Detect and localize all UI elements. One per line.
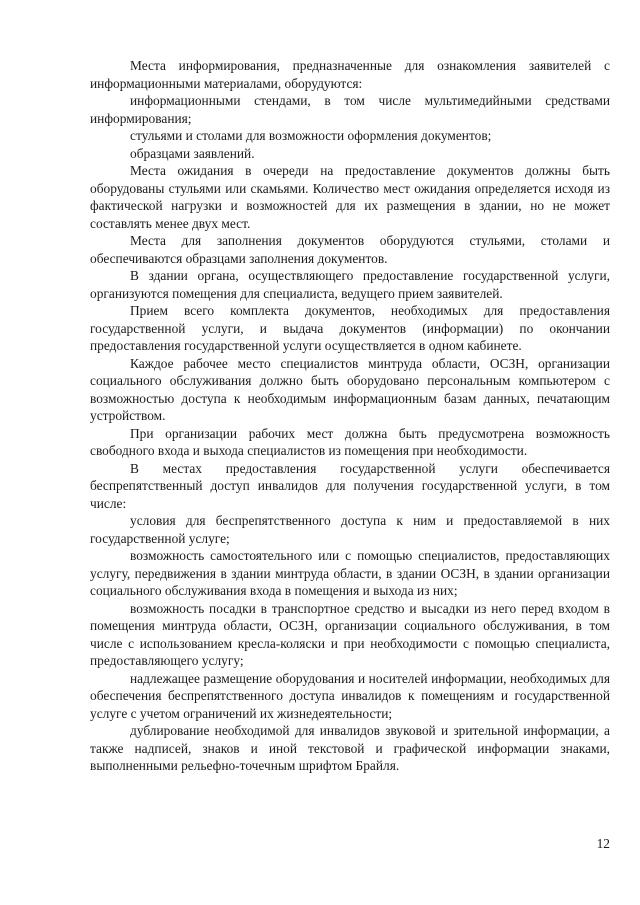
paragraph: возможность посадки в транспортное средство и высадки из него перед входом в помещения минтруда области, ОСЗН, организации социального обслуживания, в том числе с использованием кресла-коляски и при необходимости с помощью специалиста, предоставляющего услугу; — [90, 600, 610, 668]
page-number: 12 — [596, 836, 610, 851]
paragraph: информационными стендами, в том числе мультимедийными средствами информирования; — [90, 93, 610, 126]
paragraph: дублирование необходимой для инвалидов звуковой и зрительной информации, а также надписей, знаков и иной текстовой и графической информации знаками, выполненными рельефно-точечным шрифтом Брайля. — [90, 723, 610, 773]
paragraph: возможность самостоятельного или с помощью специалистов, предоставляющих услугу, передвижения в здании минтруда области, в здании ОСЗН, в здании организации социального обслуживания входа в помещения и выхода из них; — [90, 548, 610, 598]
paragraph: образцами заявлений. — [130, 145, 255, 161]
paragraph: Места для заполнения документов оборудуются стульями, столами и обеспечиваются образцами заполнения документов. — [90, 233, 610, 266]
paragraph: В местах предоставления государственной услуги обеспечивается беспрепятственный доступ инвалидов для получения государственной услуги, в том числе: — [90, 460, 610, 511]
paragraph: надлежащее размещение оборудования и носителей информации, необходимых для обеспечения беспрепятственного доступа инвалидов к помещениям и государственной услуге с учетом ограничений их жизнедеятельности; — [90, 670, 610, 721]
paragraph: стульями и столами для возможности оформления документов; — [130, 128, 492, 143]
paragraph: Каждое рабочее место специалистов минтруда области, ОСЗН, организации социального обслуживания должно быть оборудовано персональным компьютером с возможностью доступа к необходимым информационным базам данных, печатающим устройством. — [90, 355, 610, 423]
paragraph: условия для беспрепятственного доступа к ним и предоставляемой в них государственной услуге; — [90, 513, 610, 546]
paragraph: Прием всего комплекта документов, необходимых для предоставления государственной услуги, и выдача документов (информации) по окончании предоставления государственной услуги осуществляется в одном кабинете. — [90, 303, 610, 353]
document-body — [90, 57, 610, 775]
paragraph: В здании органа, осуществляющего предоставление государственной услуги, организуются помещения для специалиста, ведущего прием заявителей. — [90, 268, 610, 301]
paragraph: Места ожидания в очереди на предоставление документов должны быть оборудованы стульями или скамьями. Количество мест ожидания определяется исходя из фактической нагрузки и возможностей для их размещения в здании, но не может составлять менее двух мест. — [90, 163, 610, 231]
paragraph: При организации рабочих мест должна быть предусмотрена возможность свободного входа и выхода специалистов из помещения при необходимости. — [90, 425, 610, 458]
paragraph: Места информирования, предназначенные для ознакомления заявителей с информационными материалами, оборудуются: — [90, 58, 610, 91]
